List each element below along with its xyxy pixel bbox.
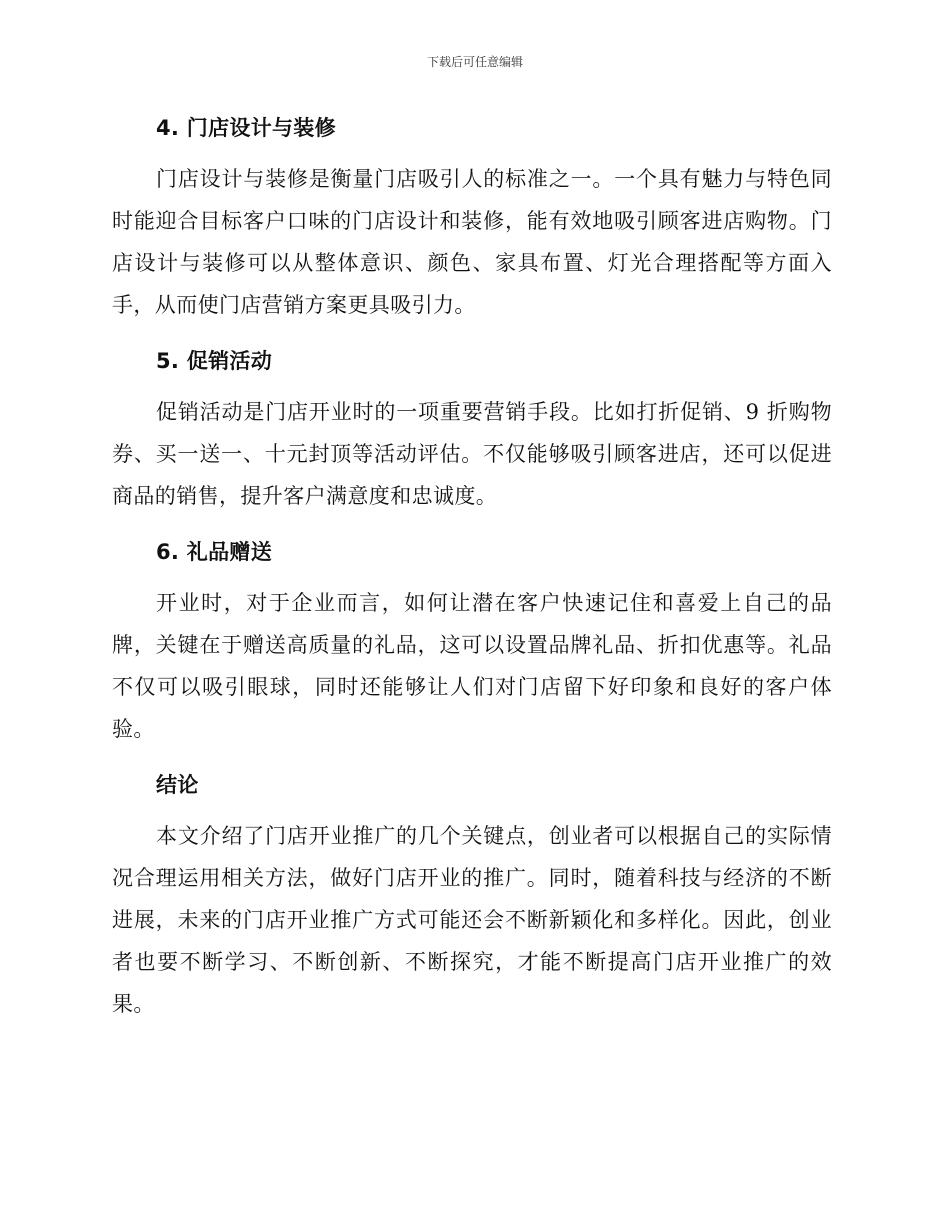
section-heading: 6. 礼品赠送 [156,540,272,564]
section-paragraph: 本文介绍了门店开业推广的几个关键点，创业者可以根据自己的实际情况合理运用相关方法，做好门店开业的推广。同时，随着科技与经济的不断进展，未来的门店开业推广方式可能还会不断新颖化和多样化。因此，创业者也要不断学习、不断创新、不断探究，才能不断提高门店开业推广的效果。 [112,824,832,1016]
section-heading: 结论 [156,773,199,797]
section-paragraph: 开业时，对于企业而言，如何让潜在客户快速记住和喜爱上自己的品牌，关键在于赠送高质量的礼品，这可以设置品牌礼品、折扣优惠等。礼品不仅可以吸引眼球，同时还能够让人们对门店留下好印象和良好的客户体验。 [112,591,832,741]
section-promotions [112,341,832,517]
section-heading: 4. 门店设计与装修 [156,116,336,140]
section-store-design [112,108,832,326]
section-heading: 5. 促销活动 [156,349,272,373]
section-gifts [112,532,832,750]
section-conclusion [112,765,832,1025]
section-paragraph: 促销活动是门店开业时的一项重要营销手段。比如打折促销、9 折购物券、买一送一、十元封顶等活动评估。不仅能够吸引顾客进店，还可以促进商品的销售，提升客户满意度和忠诚度。 [112,400,832,508]
section-paragraph: 门店设计与装修是衡量门店吸引人的标准之一。一个具有魅力与特色同时能迎合目标客户口味的门店设计和装修，能有效地吸引顾客进店购物。门店设计与装修可以从整体意识、颜色、家具布置、灯光合理搭配等方面入手，从而使门店营销方案更具吸引力。 [112,167,832,317]
document-body [112,108,832,1040]
page-header-note: 下载后可任意编辑 [426,55,523,69]
